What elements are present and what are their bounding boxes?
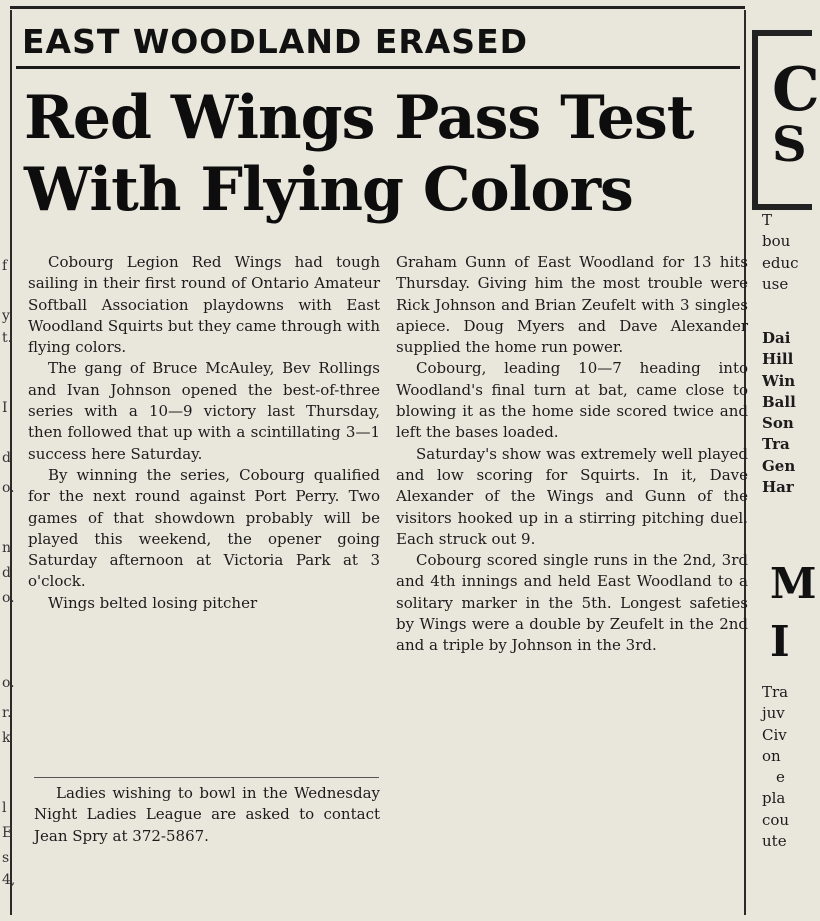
adjacent-line: bou — [762, 232, 791, 251]
paragraph: Cobourg scored single runs in the 2nd, 3rd and 4th innings and held East Woodland to a solitary marker in the 5th. Longest safeties by Wings were a double by Zeufelt in the 2nd and a triple by Johnson in the 3rd. — [396, 551, 748, 655]
adjacent-headline — [770, 555, 817, 671]
article-column-2 — [396, 252, 748, 657]
adjacent-line: educ — [762, 253, 799, 272]
gutter-fragment: o. — [2, 675, 15, 691]
gutter-fragment: k — [2, 730, 11, 746]
main-headline — [24, 82, 734, 226]
gutter-fragment: d — [2, 450, 11, 466]
adjacent-line: use — [762, 274, 789, 293]
adjacent-text-c — [762, 682, 802, 852]
notice-text: Ladies wishing to bowl in the Wednesday Night Ladies League are asked to contact Jean Spry at 372-5867. — [34, 784, 380, 845]
gutter-fragment: d — [2, 565, 11, 581]
gutter-fragment: 4, — [2, 872, 16, 888]
gutter-fragment: n — [2, 540, 12, 556]
gutter-fragment: l — [2, 800, 7, 816]
adjacent-line: on — [762, 746, 781, 765]
adjacent-line: ute — [762, 832, 787, 851]
headline-line-2: With Flying Colors — [24, 155, 633, 225]
adjacent-line: Son — [762, 414, 794, 433]
adjacent-line: Hill — [762, 350, 794, 369]
adjacent-head-letter: I — [770, 617, 790, 666]
gutter-fragment: r. — [2, 705, 12, 721]
adjacent-line: juv — [762, 704, 785, 723]
adjacent-line: Dai — [762, 329, 791, 347]
gutter-fragment: t. — [2, 330, 13, 346]
adjacent-line: Gen — [762, 456, 796, 475]
left-gutter-fragments — [0, 0, 14, 921]
gutter-fragment: o. — [2, 590, 15, 606]
paragraph: The gang of Bruce McAuley, Bev Rollings and Ivan Johnson opened the best-of-three series with a 10—9 victory last Thursday, then followed that up with a scintillating 3—1 success here Saturday. — [28, 359, 380, 463]
adjacent-letter: S — [772, 117, 807, 173]
gutter-fragment: f — [2, 258, 8, 274]
adjacent-line: pla — [762, 789, 786, 808]
headline-line-1: Red Wings Pass Test — [24, 83, 694, 153]
adjacent-line: Tra — [762, 435, 790, 454]
adjacent-line: e — [776, 768, 785, 787]
adjacent-line: T — [762, 211, 773, 229]
article-column-1 — [28, 252, 380, 614]
kicker-rule — [16, 66, 740, 69]
bowling-notice — [34, 783, 380, 847]
paragraph: Cobourg Legion Red Wings had tough sailing in their first round of Ontario Amateur Softball Association playdowns with East Woodland Squirts but they came through with flying colors. — [28, 253, 380, 357]
paragraph: By winning the series, Cobourg qualified for the next round against Port Perry. Two games of that showdown probably will be played this weekend, the opener going Saturday afternoon at Victoria Park at 3 o'clock. — [28, 465, 380, 591]
adjacent-line: Tra — [762, 683, 789, 701]
paragraph: Cobourg, leading 10—7 heading into Woodland's final turn at bat, came close to blowing it as the home side scored twice and left the bases loaded. — [396, 359, 748, 442]
paragraph: Saturday's show was extremely well played and low scoring for Squirts. In it, Dave Alexander of the Wings and Gunn of the visitors hooked up in a stirring pitching duel. Each struck out 9. — [396, 444, 748, 548]
adjacent-line: Civ — [762, 725, 787, 744]
adjacent-head-letter: M — [770, 559, 817, 608]
paragraph: Graham Gunn of East Woodland for 13 hits Thursday. Giving him the most trouble were Rick Johnson and Brian Zeufelt with 3 singles apiece. Doug Myers and Dave Alexander supplied the home run power. — [396, 253, 748, 357]
gutter-fragment: o. — [2, 480, 15, 496]
gutter-fragment: E — [2, 825, 13, 841]
kicker-headline: EAST WOODLAND ERASED — [22, 22, 529, 61]
adjacent-text-b — [762, 328, 802, 498]
gutter-fragment: y — [2, 308, 10, 324]
adjacent-letter: C — [772, 55, 820, 125]
adjacent-text-a — [762, 210, 802, 295]
notice-divider — [34, 777, 379, 778]
adjacent-line: cou — [762, 810, 790, 829]
adjacent-line: Win — [762, 371, 796, 390]
paragraph: Wings belted losing pitcher — [48, 593, 258, 612]
top-rule — [10, 6, 745, 9]
adjacent-line: Ball — [762, 392, 796, 411]
adjacent-line: Har — [762, 478, 794, 497]
gutter-fragment: I — [2, 400, 8, 416]
adjacent-big-letter — [772, 55, 820, 173]
gutter-fragment: s — [2, 850, 10, 866]
